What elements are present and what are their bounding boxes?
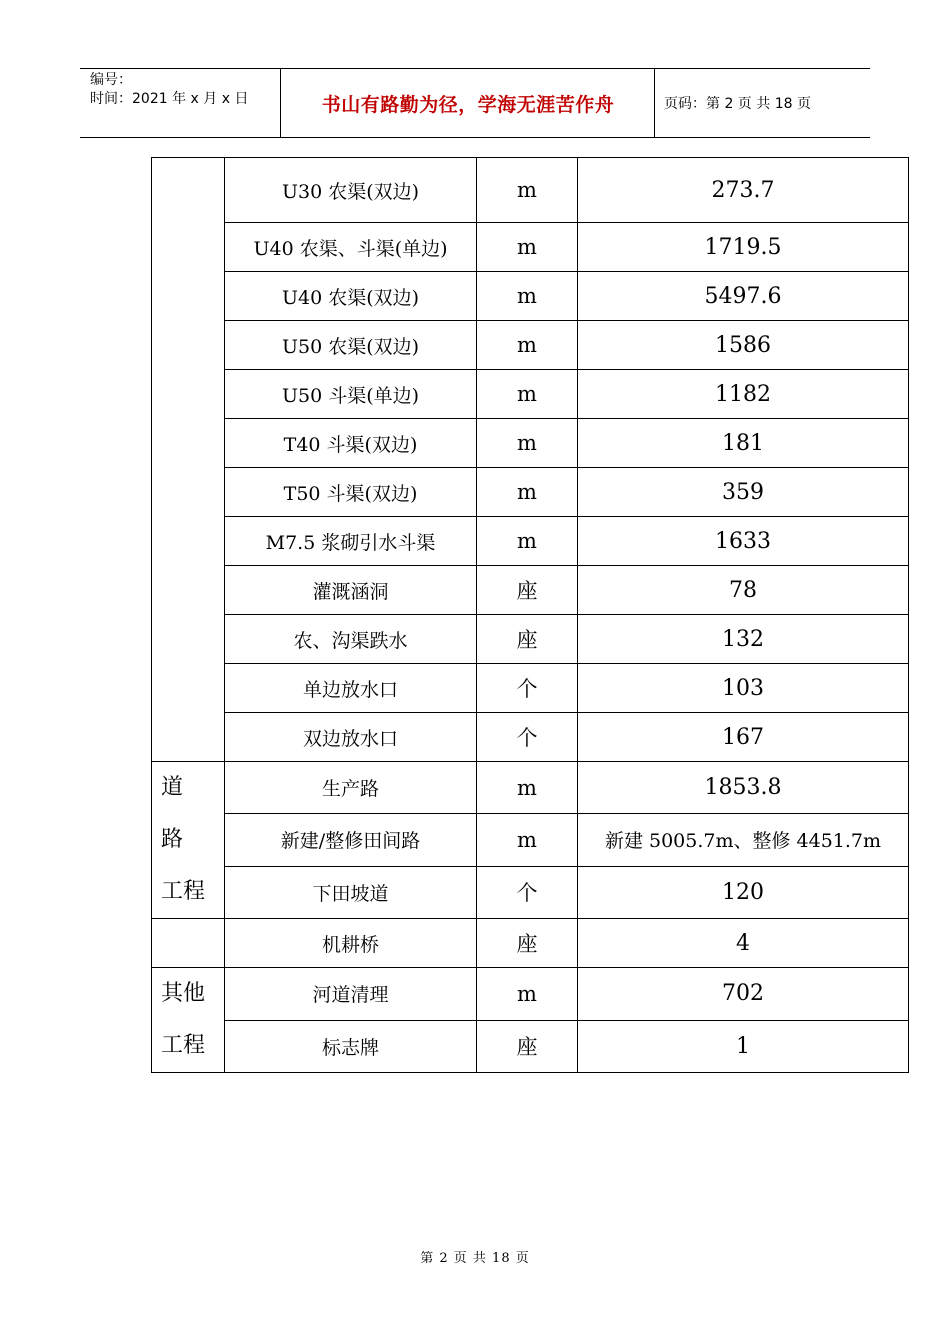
table-row xyxy=(152,713,909,762)
table-row xyxy=(152,866,909,918)
item-unit: m xyxy=(477,223,578,272)
item-unit: 个 xyxy=(477,713,578,762)
table-row xyxy=(152,968,909,1021)
item-name: T50 斗渠(双边) xyxy=(225,468,477,517)
item-name: U40 农渠(双边) xyxy=(225,272,477,321)
item-name: U40 农渠、斗渠(单边) xyxy=(225,223,477,272)
table-row xyxy=(152,468,909,517)
table-row xyxy=(152,223,909,272)
item-unit: m xyxy=(477,321,578,370)
time-label: 时间：2021 年 x 月 x 日 xyxy=(90,91,249,107)
header-meta xyxy=(80,69,281,137)
item-name: T40 斗渠(双边) xyxy=(225,419,477,468)
item-value: 132 xyxy=(578,615,909,664)
item-name: 新建/整修田间路 xyxy=(225,814,477,866)
table-row xyxy=(152,814,909,866)
item-unit: m xyxy=(477,468,578,517)
item-unit: m xyxy=(477,517,578,566)
item-value: 新建 5005.7m、整修 4451.7m xyxy=(578,814,909,866)
item-value: 1182 xyxy=(578,370,909,419)
table-row xyxy=(152,370,909,419)
table-row xyxy=(152,664,909,713)
item-name: U30 农渠(双边) xyxy=(225,158,477,223)
item-name: 生产路 xyxy=(225,762,477,814)
item-unit: m xyxy=(477,272,578,321)
item-name: M7.5 浆砌引水斗渠 xyxy=(225,517,477,566)
table-row xyxy=(152,158,909,223)
table-row xyxy=(152,615,909,664)
table-row xyxy=(152,762,909,814)
item-name: 灌溉涵洞 xyxy=(225,566,477,615)
item-name: U50 斗渠(单边) xyxy=(225,370,477,419)
table-row xyxy=(152,321,909,370)
item-value: 702 xyxy=(578,968,909,1021)
item-unit: m xyxy=(477,419,578,468)
table-row xyxy=(152,1020,909,1073)
item-name: 河道清理 xyxy=(225,968,477,1021)
item-unit: 座 xyxy=(477,615,578,664)
item-unit: m xyxy=(477,158,578,223)
header-page-info: 页码：第 2 页 共 18 页 xyxy=(664,96,811,112)
item-value: 120 xyxy=(578,866,909,918)
item-name: 下田坡道 xyxy=(225,866,477,918)
table-row xyxy=(152,919,909,968)
item-value: 1 xyxy=(578,1020,909,1073)
page-header xyxy=(80,68,870,138)
item-unit: 个 xyxy=(477,866,578,918)
item-unit: 座 xyxy=(477,919,578,968)
quantities-table xyxy=(151,157,909,1073)
page-footer: 第 2 页 共 18 页 xyxy=(420,1251,530,1266)
item-value: 1853.8 xyxy=(578,762,909,814)
item-name: U50 农渠(双边) xyxy=(225,321,477,370)
category-cell-empty xyxy=(152,158,225,762)
item-unit: m xyxy=(477,968,578,1021)
item-value: 359 xyxy=(578,468,909,517)
category-other: 其他 工程 xyxy=(152,968,225,1073)
item-value: 103 xyxy=(578,664,909,713)
item-name: 标志牌 xyxy=(225,1020,477,1073)
header-motto: 书山有路勤为径，学海无涯苦作舟 xyxy=(282,69,655,137)
item-value: 5497.6 xyxy=(578,272,909,321)
table-row xyxy=(152,419,909,468)
item-unit: 座 xyxy=(477,1020,578,1073)
item-value: 78 xyxy=(578,566,909,615)
item-value: 1633 xyxy=(578,517,909,566)
item-unit: m xyxy=(477,370,578,419)
item-unit: 座 xyxy=(477,566,578,615)
item-unit: m xyxy=(477,814,578,866)
item-name: 单边放水口 xyxy=(225,664,477,713)
item-value: 273.7 xyxy=(578,158,909,223)
item-value: 1586 xyxy=(578,321,909,370)
table-row xyxy=(152,566,909,615)
item-value: 4 xyxy=(578,919,909,968)
category-road: 道 路 工程 xyxy=(152,762,225,919)
item-name: 农、沟渠跌水 xyxy=(225,615,477,664)
item-name: 机耕桥 xyxy=(225,919,477,968)
item-value: 181 xyxy=(578,419,909,468)
item-name: 双边放水口 xyxy=(225,713,477,762)
item-value: 167 xyxy=(578,713,909,762)
table-row xyxy=(152,517,909,566)
item-unit: m xyxy=(477,762,578,814)
table-row xyxy=(152,272,909,321)
item-value: 1719.5 xyxy=(578,223,909,272)
category-cell-empty xyxy=(152,919,225,968)
number-label: 编号： xyxy=(90,72,132,88)
item-unit: 个 xyxy=(477,664,578,713)
